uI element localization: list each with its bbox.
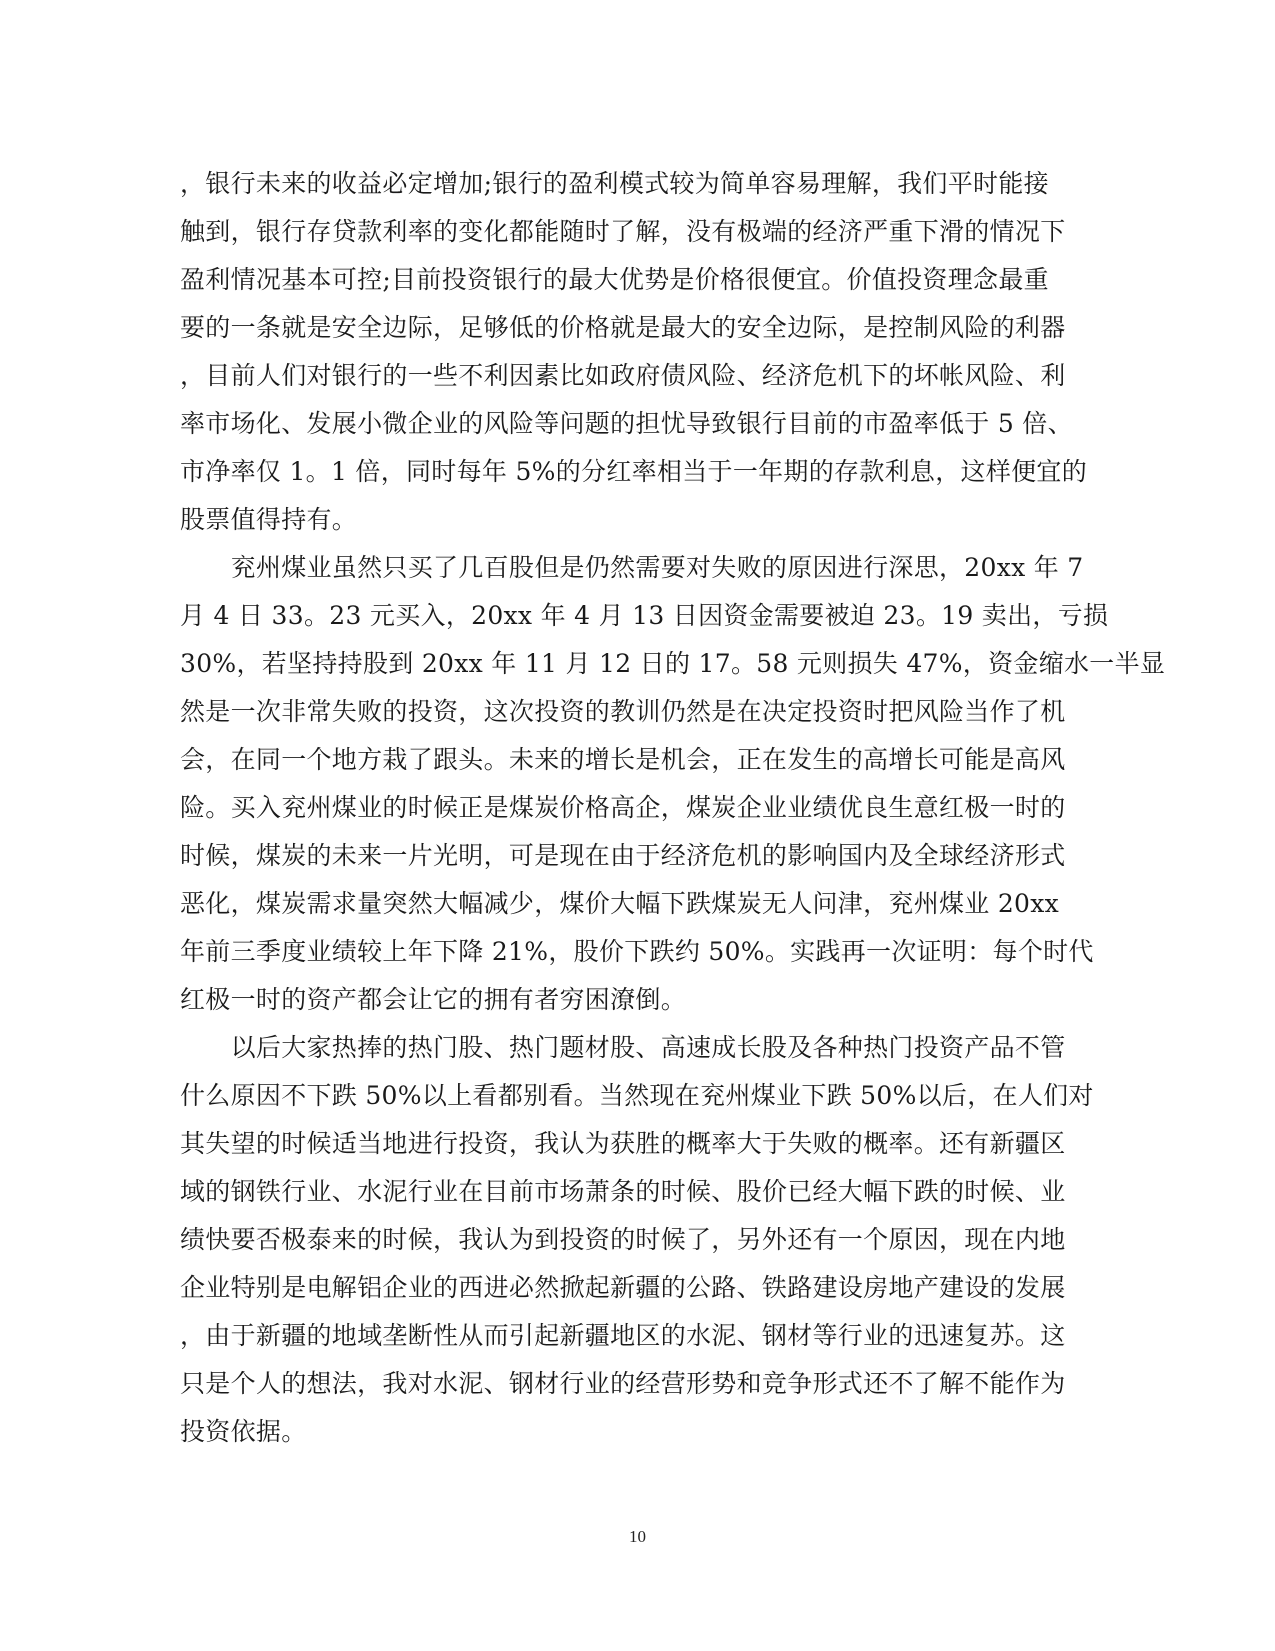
text-line: 率市场化、发展小微企业的风险等问题的担忧导致银行目前的市盈率低于 5 倍、 bbox=[180, 409, 1073, 438]
text-line: 30%，若坚持持股到 20xx 年 11 月 12 日的 17。58 元则损失 47%，资金缩水一半显 bbox=[180, 649, 1166, 678]
text-line: 绩快要否极泰来的时候，我认为到投资的时候了，另外还有一个原因，现在内地 bbox=[180, 1225, 1066, 1254]
paragraph bbox=[180, 544, 1166, 1024]
text-line: 兖州煤业虽然只买了几百股但是仍然需要对失败的原因进行深思，20xx 年 7 bbox=[180, 553, 1084, 582]
text-line: 盈利情况基本可控;目前投资银行的最大优势是价格很便宜。价值投资理念最重 bbox=[180, 265, 1049, 294]
text-line: 险。买入兖州煤业的时候正是煤炭价格高企，煤炭企业业绩优良生意红极一时的 bbox=[180, 793, 1066, 822]
text-line: 其失望的时候适当地进行投资，我认为获胜的概率大于失败的概率。还有新疆区 bbox=[180, 1129, 1066, 1158]
text-line: 只是个人的想法，我对水泥、钢材行业的经营形势和竞争形式还不了解不能作为 bbox=[180, 1369, 1066, 1398]
text-line: ，由于新疆的地域垄断性从而引起新疆地区的水泥、钢材等行业的迅速复苏。这 bbox=[180, 1321, 1066, 1350]
text-line: 企业特别是电解铝企业的西进必然掀起新疆的公路、铁路建设房地产建设的发展 bbox=[180, 1273, 1066, 1302]
text-line: 年前三季度业绩较上年下降 21%，股价下跌约 50%。实践再一次证明：每个时代 bbox=[180, 937, 1094, 966]
text-line: 市净率仅 1。1 倍，同时每年 5%的分红率相当于一年期的存款利息，这样便宜的 bbox=[180, 457, 1088, 486]
paragraph bbox=[180, 160, 1088, 544]
text-line: 恶化，煤炭需求量突然大幅减少，煤价大幅下跌煤炭无人问津，兖州煤业 20xx bbox=[180, 889, 1060, 918]
text-line: 会，在同一个地方栽了跟头。未来的增长是机会，正在发生的高增长可能是高风 bbox=[180, 745, 1066, 774]
text-line: ，目前人们对银行的一些不利因素比如政府债风险、经济危机下的坏帐风险、利 bbox=[180, 361, 1066, 390]
body-text bbox=[180, 160, 1166, 1456]
text-line: 以后大家热捧的热门股、热门题材股、高速成长股及各种热门投资产品不管 bbox=[180, 1033, 1066, 1062]
text-line: 投资依据。 bbox=[180, 1417, 307, 1446]
text-line: ，银行未来的收益必定增加;银行的盈利模式较为简单容易理解，我们平时能接 bbox=[180, 169, 1049, 198]
text-line: 时候，煤炭的未来一片光明，可是现在由于经济危机的影响国内及全球经济形式 bbox=[180, 841, 1066, 870]
text-line: 触到，银行存贷款利率的变化都能随时了解，没有极端的经济严重下滑的情况下 bbox=[180, 217, 1066, 246]
text-line: 域的钢铁行业、水泥行业在目前市场萧条的时候、股价已经大幅下跌的时候、业 bbox=[180, 1177, 1066, 1206]
text-line: 什么原因不下跌 50%以上看都别看。当然现在兖州煤业下跌 50%以后，在人们对 bbox=[180, 1081, 1094, 1110]
text-line: 月 4 日 33。23 元买入，20xx 年 4 月 13 日因资金需要被迫 23。19 卖出，亏损 bbox=[180, 601, 1109, 630]
paragraph bbox=[180, 1024, 1094, 1456]
text-line: 红极一时的资产都会让它的拥有者穷困潦倒。 bbox=[180, 985, 687, 1014]
text-line: 要的一条就是安全边际，足够低的价格就是最大的安全边际，是控制风险的利器 bbox=[180, 313, 1066, 342]
text-line: 然是一次非常失败的投资，这次投资的教训仍然是在决定投资时把风险当作了机 bbox=[180, 697, 1066, 726]
page-number: 10 bbox=[629, 1527, 646, 1546]
text-line: 股票值得持有。 bbox=[180, 505, 358, 534]
